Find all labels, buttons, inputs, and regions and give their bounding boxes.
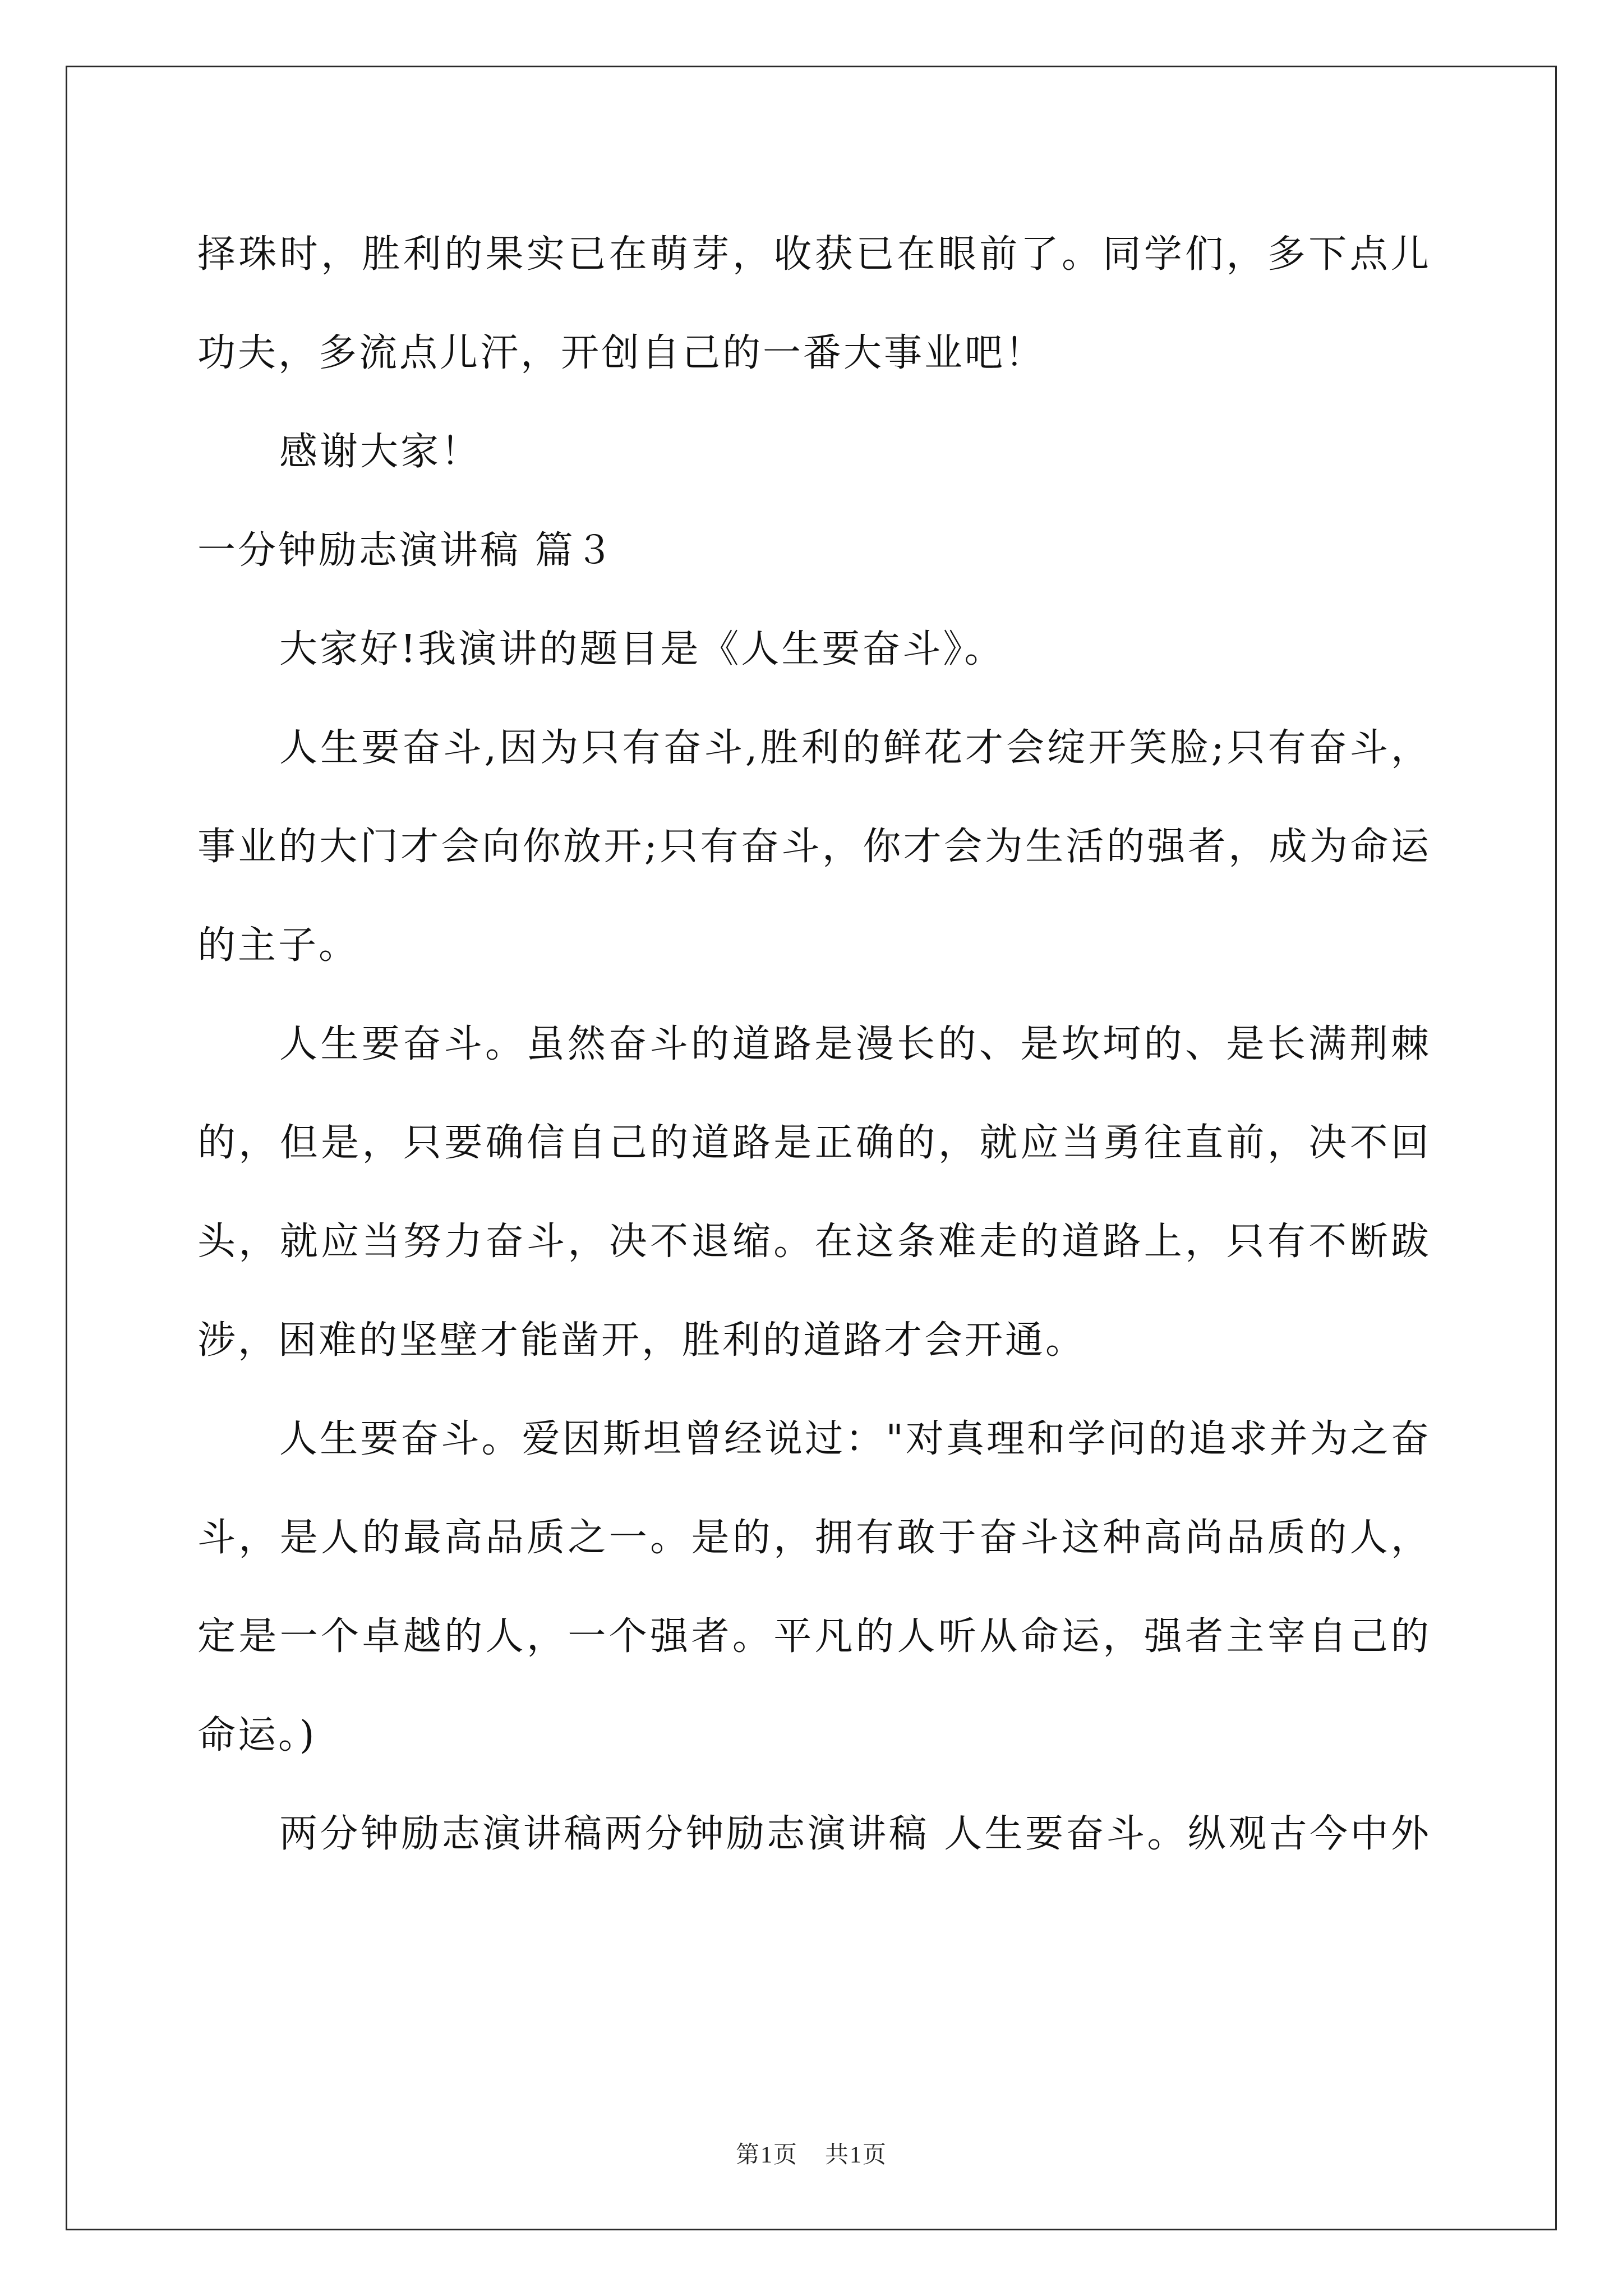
text-line: 感谢大家！ [279, 430, 482, 474]
text-line: 涉，困难的坚壁才能凿开，胜利的道路才会开通。 [197, 1318, 1086, 1363]
text-line: 的，但是，只要确信自己的道路是正确的，就应当勇往直前，决不回 [197, 1121, 1431, 1165]
text-line: 两分钟励志演讲稿两分钟励志演讲稿 人生要奋斗。纵观古今中外 [279, 1812, 1431, 1856]
text-line: 定是一个卓越的人，一个强者。平凡的人听从命运，强者主宰自己的 [197, 1614, 1431, 1659]
text-line: 一分钟励志演讲稿 篇３ [197, 528, 616, 573]
document-body [197, 205, 1431, 1884]
page-total: 共1页 [825, 2142, 888, 2168]
text-line: 人生要奋斗,因为只有奋斗,胜利的鲜花才会绽开笑脸;只有奋斗， [279, 726, 1431, 770]
text-line: 大家好!我演讲的题目是《人生要奋斗》。 [279, 627, 1005, 671]
page-number: 第1页 [735, 2142, 798, 2168]
text-line: 人生要奋斗。爱因斯坦曾经说过："对真理和学问的追求并为之奋 [279, 1417, 1431, 1461]
text-line: 头，就应当努力奋斗，决不退缩。在这条难走的道路上，只有不断跋 [197, 1220, 1431, 1264]
page-footer [0, 2136, 1623, 2170]
text-line: 的主子。 [197, 923, 359, 968]
text-line: 斗，是人的最高品质之一。是的，拥有敢于奋斗这种高尚品质的人， [197, 1516, 1431, 1560]
text-line: 功夫，多流点儿汗，开创自己的一番大事业吧！ [197, 331, 1046, 375]
text-line: 事业的大门才会向你放开;只有奋斗，你才会为生活的强者，成为命运 [197, 825, 1431, 869]
text-line: 命运。) [197, 1713, 317, 1757]
text-line: 择珠时，胜利的果实已在萌芽，收获已在眼前了。同学们，多下点儿 [197, 232, 1431, 277]
text-line: 人生要奋斗。虽然奋斗的道路是漫长的、是坎坷的、是长满荆棘 [279, 1022, 1431, 1066]
